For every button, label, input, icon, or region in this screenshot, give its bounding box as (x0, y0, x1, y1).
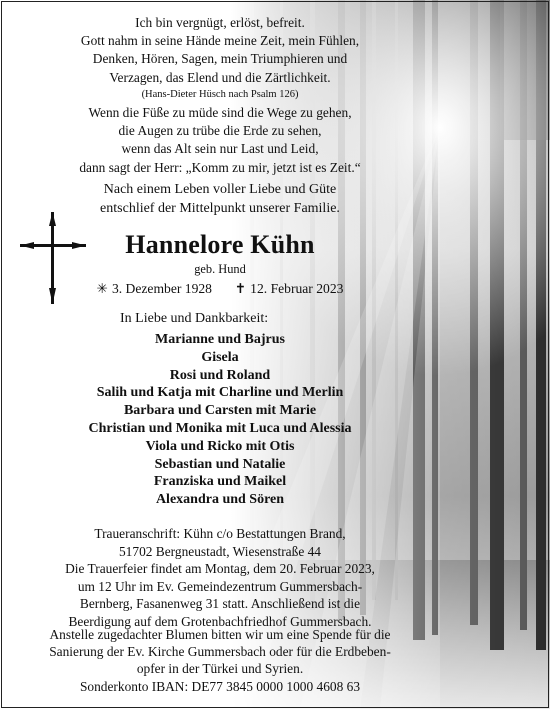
family-member: Barbara und Carsten mit Marie (123, 403, 317, 419)
family-member: Salih und Katja mit Charline und Merlin (96, 385, 344, 401)
ceremony-line: Die Trauerfeier findet am Montag, dem 20. Februar 2023, (65, 561, 375, 576)
poem2-block (40, 104, 400, 177)
poem-line: Verzagen, das Elend und die Zärtlichkeit. (109, 69, 331, 85)
death-date: 12. Februar 2023 (250, 281, 344, 296)
ceremony-line: Bernberg, Fasanenweg 31 statt. Anschließend ist die (79, 596, 361, 612)
iban-line: Sonderkonto IBAN: DE77 3845 0000 1000 4608 63 (79, 678, 361, 694)
family-member: Marianne und Bajrus (155, 332, 285, 347)
intro-line: entschlief der Mittelpunkt unserer Familie. (100, 201, 340, 216)
born-star-icon: ✳ (96, 281, 108, 296)
address-line: Traueranschrift: Kühn c/o Bestattungen Brand, (94, 526, 346, 541)
intro-block (40, 180, 400, 218)
poem2-line: wenn das Alt sein nur Last und Leid, (121, 141, 319, 157)
family-list (40, 331, 400, 509)
family-member: Sebastian und Natalie (154, 456, 286, 472)
birth-date: 3. Dezember 1928 (111, 281, 212, 296)
poem-line: Denken, Hören, Sagen, mein Triumphieren und (92, 51, 348, 67)
funeral-info (40, 560, 400, 630)
family-member: Viola und Ricko mit Otis (145, 438, 295, 454)
poem2-line: dann sagt der Herr: „Komm zu mir, jetzt ist es Zeit.“ (79, 159, 361, 175)
family-member: Rosi und Roland (169, 367, 271, 383)
life-dates (40, 281, 400, 297)
mourning-address (40, 525, 400, 560)
poem-line: Gott nahm in seine Hände meine Zeit, mein Fühlen, (80, 33, 360, 49)
poem-line: Ich bin vergnügt, erlöst, befreit. (135, 15, 305, 30)
family-member: Franziska und Maikel (153, 474, 287, 490)
donation-line: Anstelle zugedachter Blumen bitten wir um eine Spende für die (49, 627, 391, 642)
donation-line: Sanierung der Ev. Kirche Gummersbach oder für die Erdbeben- (49, 644, 391, 660)
ceremony-line: um 12 Uhr im Ev. Gemeindezentrum Gummersbach- (77, 578, 363, 594)
deceased-name: Hannelore Kühn (125, 230, 315, 259)
latin-cross-icon (18, 212, 88, 304)
poem2-line: die Augen zu trübe die Erde zu sehen, (118, 123, 322, 139)
gratitude-line: In Liebe und Dankbarkeit: (120, 311, 269, 326)
poem-source: (Hans-Dieter Hüsch nach Psalm 126) (141, 88, 299, 100)
intro-line: Nach einem Leben voller Liebe und Güte (103, 182, 337, 197)
donation-line: opfer in der Türkei und Syrien. (136, 661, 304, 677)
family-member: Christian und Monika mit Luca und Alessia (88, 420, 352, 436)
birth-name: geb. Hund (194, 262, 246, 276)
family-member: Alexandra und Sören (155, 492, 285, 508)
poem2-line: Wenn die Füße zu müde sind die Wege zu gehen, (88, 105, 352, 120)
donation-request (40, 626, 400, 695)
address-line: 51702 Bergneustadt, Wiesenstraße 44 (118, 543, 322, 559)
death-cross-icon: ✝ (234, 281, 247, 296)
family-member: Gisela (201, 349, 239, 365)
poem-block (40, 14, 400, 103)
ceremony-line: Beerdigung auf dem Grotenbachfriedhof Gummersbach. (68, 613, 372, 629)
